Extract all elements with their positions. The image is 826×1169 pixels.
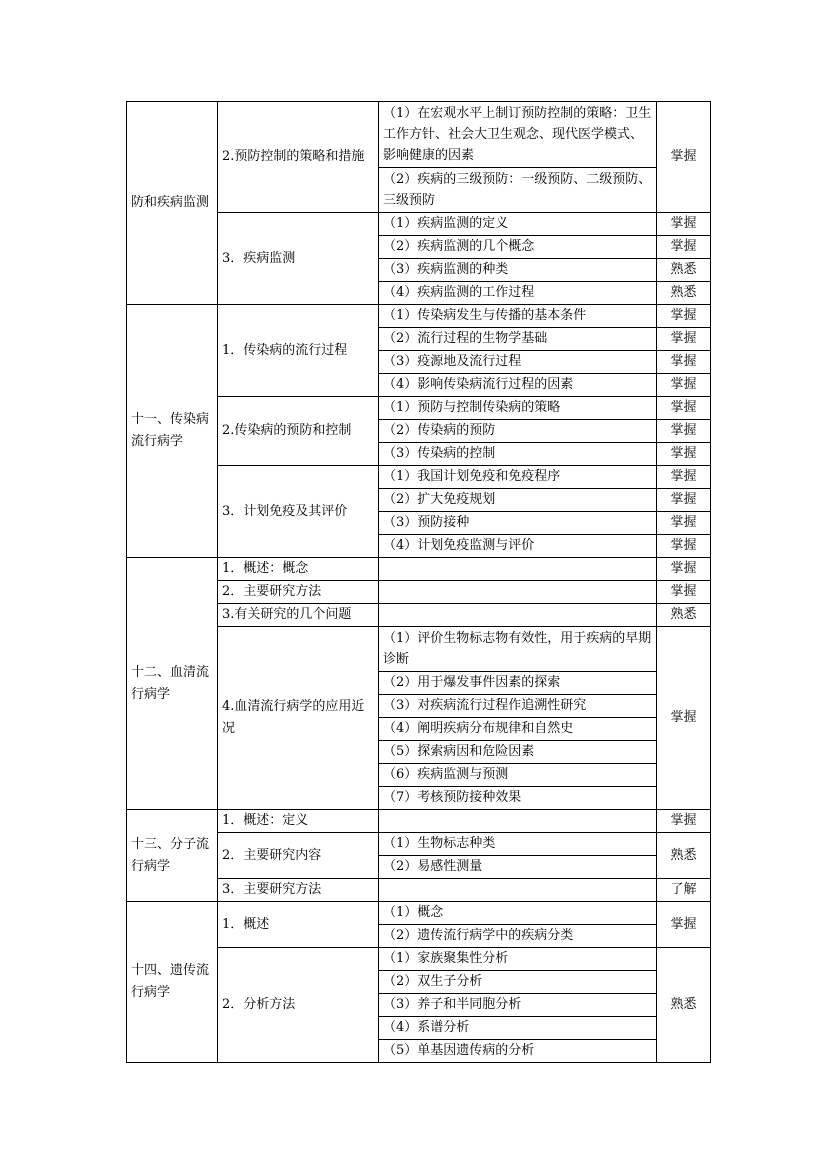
content-cell: （1）在宏观水平上制订预防控制的策略：卫生工作方针、社会大卫生观念、现代医学模式、影响健康的因素 <box>379 102 657 168</box>
table-row <box>127 810 711 833</box>
level-cell: 掌握 <box>657 443 711 466</box>
table-row <box>127 558 711 581</box>
topic-cell: 3．计划免疫及其评价 <box>218 466 379 558</box>
content-cell: （1）家族聚集性分析 <box>379 948 657 971</box>
content-cell: （1）概念 <box>379 902 657 925</box>
level-cell: 掌握 <box>657 420 711 443</box>
level-cell: 掌握 <box>657 810 711 833</box>
level-cell: 熟悉 <box>657 604 711 627</box>
level-cell: 掌握 <box>657 374 711 397</box>
content-cell: （5）单基因遗传病的分析 <box>379 1040 657 1063</box>
level-cell: 掌握 <box>657 512 711 535</box>
topic-cell: 1．概述：定义 <box>218 810 379 833</box>
table-row <box>127 902 711 925</box>
topic-cell: 4.血清流行病学的应用近况 <box>218 627 379 810</box>
topic-cell: 3.有关研究的几个问题 <box>218 604 379 627</box>
level-cell: 掌握 <box>657 535 711 558</box>
content-cell <box>379 604 657 627</box>
syllabus-body <box>127 102 711 1063</box>
content-cell <box>379 558 657 581</box>
topic-cell: 2.预防控制的策略和措施 <box>218 102 379 213</box>
level-cell: 掌握 <box>657 558 711 581</box>
level-cell: 熟悉 <box>657 948 711 1063</box>
content-cell: （2）疾病的三级预防：一级预防、二级预防、三级预防 <box>379 168 657 213</box>
content-cell: （1）评价生物标志物有效性，用于疾病的早期诊断 <box>379 627 657 672</box>
content-cell: （1）生物标志种类 <box>379 833 657 856</box>
level-cell: 掌握 <box>657 466 711 489</box>
unit-cell: 十三、分子流行病学 <box>127 810 218 902</box>
level-cell: 掌握 <box>657 489 711 512</box>
content-cell: （1）疾病监测的定义 <box>379 213 657 236</box>
content-cell <box>379 581 657 604</box>
content-cell: （4）疾病监测的工作过程 <box>379 282 657 305</box>
content-cell: （4）计划免疫监测与评价 <box>379 535 657 558</box>
content-cell: （6）疾病监测与预测 <box>379 764 657 787</box>
topic-cell: 2．分析方法 <box>218 948 379 1063</box>
unit-cell: 十一、传染病流行病学 <box>127 305 218 558</box>
content-cell: （1）传染病发生与传播的基本条件 <box>379 305 657 328</box>
content-cell: （7）考核预防接种效果 <box>379 787 657 810</box>
level-cell: 掌握 <box>657 102 711 213</box>
content-cell: （3）预防接种 <box>379 512 657 535</box>
content-cell: （2）易感性测量 <box>379 856 657 879</box>
level-cell: 了解 <box>657 879 711 902</box>
content-cell: （2）遗传流行病学中的疾病分类 <box>379 925 657 948</box>
level-cell: 掌握 <box>657 328 711 351</box>
content-cell: （4）系谱分析 <box>379 1017 657 1040</box>
content-cell <box>379 879 657 902</box>
topic-cell: 1．概述 <box>218 902 379 948</box>
topic-cell: 1．概述：概念 <box>218 558 379 581</box>
content-cell: （2）流行过程的生物学基础 <box>379 328 657 351</box>
level-cell: 熟悉 <box>657 259 711 282</box>
table-row <box>127 305 711 328</box>
table-row <box>127 102 711 168</box>
topic-cell: 1．传染病的流行过程 <box>218 305 379 397</box>
content-cell <box>379 810 657 833</box>
content-cell: （2）扩大免疫规划 <box>379 489 657 512</box>
content-cell: （2）双生子分析 <box>379 971 657 994</box>
syllabus-table <box>126 101 711 1063</box>
unit-cell: 防和疾病监测 <box>127 102 218 305</box>
content-cell: （3）疾病监测的种类 <box>379 259 657 282</box>
content-cell: （1）我国计划免疫和免疫程序 <box>379 466 657 489</box>
topic-cell: 3．主要研究方法 <box>218 879 379 902</box>
content-cell: （2）传染病的预防 <box>379 420 657 443</box>
content-cell: （3）传染病的控制 <box>379 443 657 466</box>
topic-cell: 2．主要研究方法 <box>218 581 379 604</box>
level-cell: 掌握 <box>657 627 711 810</box>
level-cell: 掌握 <box>657 305 711 328</box>
topic-cell: 3．疾病监测 <box>218 213 379 305</box>
content-cell: （5）探索病因和危险因素 <box>379 741 657 764</box>
content-cell: （3）养子和半同胞分析 <box>379 994 657 1017</box>
level-cell: 掌握 <box>657 213 711 236</box>
level-cell: 熟悉 <box>657 833 711 879</box>
content-cell: （3）疫源地及流行过程 <box>379 351 657 374</box>
content-cell: （4）阐明疾病分布规律和自然史 <box>379 718 657 741</box>
content-cell: （1）预防与控制传染病的策略 <box>379 397 657 420</box>
content-cell: （4）影响传染病流行过程的因素 <box>379 374 657 397</box>
level-cell: 掌握 <box>657 581 711 604</box>
level-cell: 掌握 <box>657 397 711 420</box>
level-cell: 熟悉 <box>657 282 711 305</box>
topic-cell: 2．主要研究内容 <box>218 833 379 879</box>
content-cell: （2）用于爆发事件因素的探索 <box>379 672 657 695</box>
content-cell: （3）对疾病流行过程作追溯性研究 <box>379 695 657 718</box>
topic-cell: 2.传染病的预防和控制 <box>218 397 379 466</box>
unit-cell: 十四、遗传流行病学 <box>127 902 218 1063</box>
content-cell: （2）疾病监测的几个概念 <box>379 236 657 259</box>
level-cell: 掌握 <box>657 902 711 948</box>
level-cell: 掌握 <box>657 351 711 374</box>
level-cell: 掌握 <box>657 236 711 259</box>
unit-cell: 十二、血清流行病学 <box>127 558 218 810</box>
